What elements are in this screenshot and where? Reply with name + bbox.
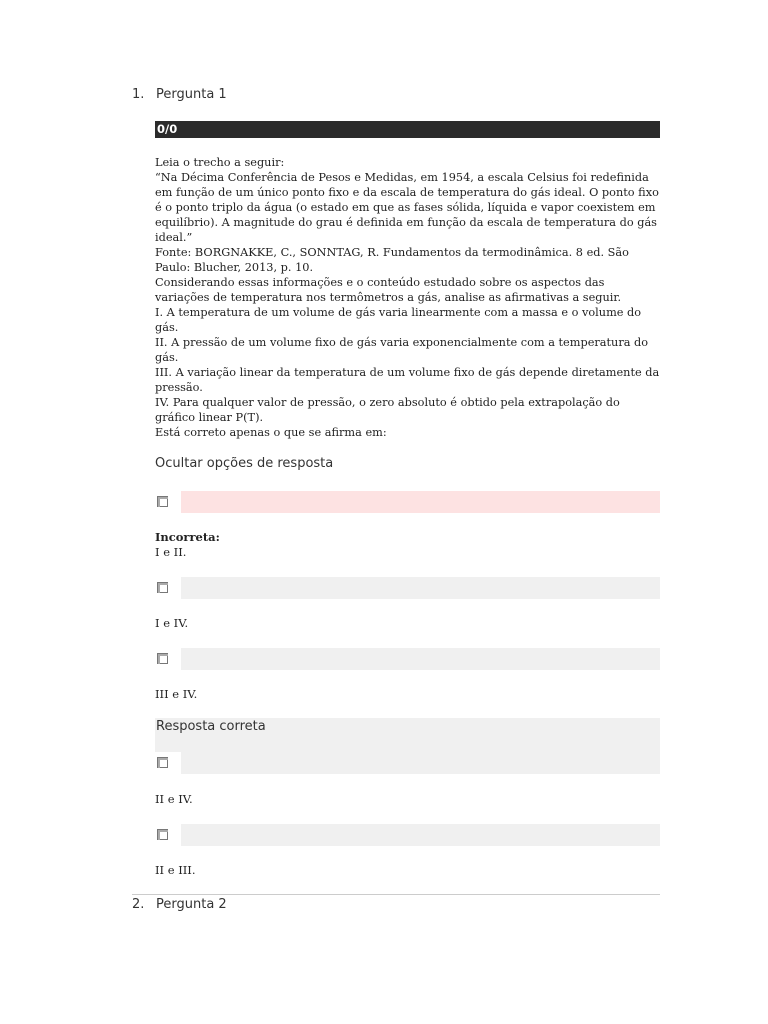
question-title: Pergunta 2 <box>156 897 227 912</box>
statement-iii: III. A variação linear da temperatura de um volume fixo de gás depende diretamente da pressão. <box>155 366 660 394</box>
question-number: 1. <box>132 87 145 102</box>
stem-prompt: Está correto apenas o que se afirma em: <box>155 426 387 439</box>
question-title: Pergunta 1 <box>156 87 227 102</box>
question-stem <box>155 155 660 440</box>
option-checkbox-3[interactable] <box>157 653 168 664</box>
option-row-5 <box>155 824 660 846</box>
option-text-4: II e IV. <box>155 792 193 806</box>
statement-iv: IV. Para qualquer valor de pressão, o zero absoluto é obtido pela extrapolação do gráfico linear P(T). <box>155 396 620 424</box>
option-checkbox-1[interactable] <box>157 496 168 507</box>
question-1-header[interactable] <box>132 87 227 102</box>
incorrect-label: Incorreta: <box>155 530 220 544</box>
option-checkbox-4[interactable] <box>157 757 168 768</box>
option-text-1: I e II. <box>155 545 187 559</box>
score-bar: 0/0 <box>155 121 660 138</box>
hide-options-link[interactable]: Ocultar opções de resposta <box>155 456 334 471</box>
option-row-2 <box>155 577 660 599</box>
correct-answer-block <box>155 718 660 774</box>
option-text-5: II e III. <box>155 863 196 877</box>
stem-quote: “Na Décima Conferência de Pesos e Medidas, em 1954, a escala Celsius foi redefinida em função de um único ponto fixo e da escala de temperatura do gás ideal. O ponto fixo é o ponto triplo da água (o estado em que as fases sólida, líquida e vapor coexistem em equilíbrio). A magnitude do grau é definida em função da escala de temperatura do gás ideal.” <box>155 171 659 244</box>
statement-i: I. A temperatura de um volume de gás varia linearmente com a massa e o volume do gás. <box>155 306 642 334</box>
option-row-1 <box>155 491 660 513</box>
option-checkbox-2[interactable] <box>157 582 168 593</box>
option-text-3: III e IV. <box>155 687 198 701</box>
question-number: 2. <box>132 897 145 912</box>
checkbox-cell <box>155 577 181 599</box>
question-divider <box>132 894 660 895</box>
checkbox-cell <box>155 824 181 846</box>
option-checkbox-5[interactable] <box>157 829 168 840</box>
option-row-3 <box>155 648 660 670</box>
stem-source: Fonte: BORGNAKKE, C., SONNTAG, R. Fundamentos da termodinâmica. 8 ed. São Paulo: Blucher, 2013, p. 10. <box>155 246 629 274</box>
option-text-2: I e IV. <box>155 616 189 630</box>
checkbox-cell <box>155 752 181 774</box>
stem-line: Considerando essas informações e o conteúdo estudado sobre os aspectos das variações de temperatura nos termômetros a gás, analise as afirmativas a seguir. <box>155 276 622 304</box>
question-2-header[interactable] <box>132 897 227 912</box>
stem-line: Leia o trecho a seguir: <box>155 156 285 169</box>
checkbox-cell <box>155 648 181 670</box>
correct-answer-label: Resposta correta <box>156 719 266 734</box>
statement-ii: II. A pressão de um volume fixo de gás varia exponencialmente com a temperatura do gás. <box>155 336 649 364</box>
checkbox-cell <box>155 491 181 513</box>
